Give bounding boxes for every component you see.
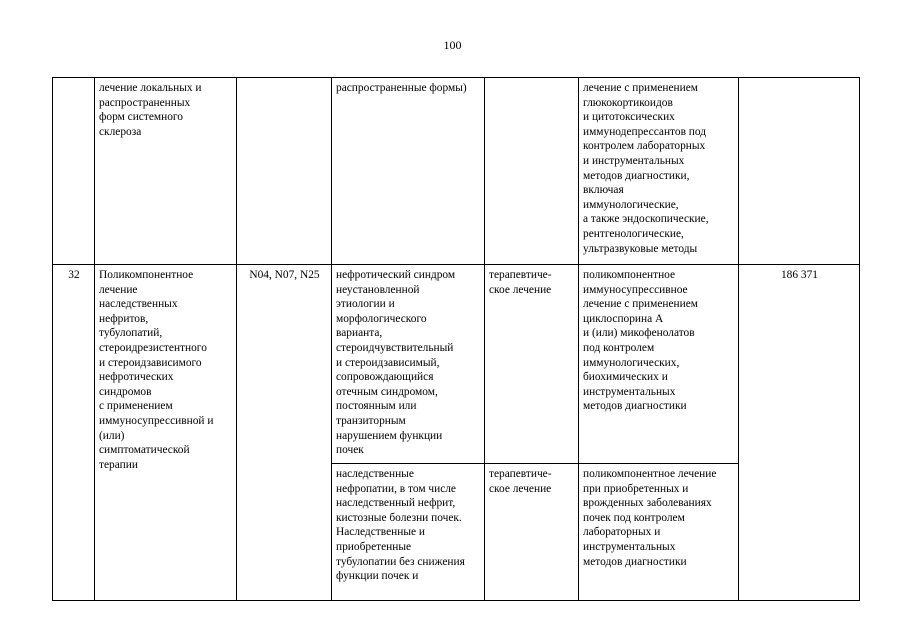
cell-treatment-type: терапевтиче- ское лечение bbox=[485, 464, 579, 601]
cell-care-group: лечение локальных и распространенных форм системного склероза bbox=[95, 78, 237, 265]
cell-icd-codes: N04, N07, N25 bbox=[237, 265, 332, 601]
cell-patient-model: распространенные формы) bbox=[332, 78, 485, 265]
cell-number bbox=[53, 78, 95, 265]
cell-treatment-method: поликомпонентное лечение при приобретенных и врожденных заболеваниях почек под контролем лабораторных и инструментальных методов диагностики bbox=[579, 464, 739, 601]
cell-price bbox=[739, 78, 860, 265]
cell-number: 32 bbox=[53, 265, 95, 601]
cell-treatment-type bbox=[485, 78, 579, 265]
table-row-32 bbox=[53, 265, 860, 464]
page-number: 100 bbox=[443, 38, 462, 52]
cell-treatment-method: лечение с применением глюкокортикоидов и цитотоксических иммунодепрессантов под контролем лабораторных и инструментальных методов диагностики, включая иммунологические, а также эндоскопические, рентгенологические, ультразвуковые методы bbox=[579, 78, 739, 265]
table-row-continuation bbox=[53, 78, 860, 265]
cell-care-group: Поликомпонентное лечение наследственных нефритов, тубулопатий, стероидрезистентного и стероидзависимого нефротических синдромов с применением иммуносупрессивной и (или) симптоматической терапии bbox=[95, 265, 237, 601]
cell-patient-model: нефротический синдром неустановленной этиологии и морфологического варианта, стероидчувствительный и стероидзависимый, сопровождающийся отечным синдромом, постоянным или транзиторным нарушением функции почек bbox=[332, 265, 485, 464]
medical-care-table bbox=[52, 77, 860, 601]
cell-patient-model: наследственные нефропатии, в том числе наследственный нефрит, кистозные болезни почек. Наследственные и приобретенные тубулопатии без снижения функции почек и bbox=[332, 464, 485, 601]
cell-treatment-type: терапевтиче- ское лечение bbox=[485, 265, 579, 464]
cell-icd-codes bbox=[237, 78, 332, 265]
cell-treatment-method: поликомпонентное иммуносупрессивное лечение с применением циклоспорина А и (или) микофенолатов под контролем иммунологических, биохимических и инструментальных методов диагностики bbox=[579, 265, 739, 464]
cell-price: 186 371 bbox=[739, 265, 860, 601]
